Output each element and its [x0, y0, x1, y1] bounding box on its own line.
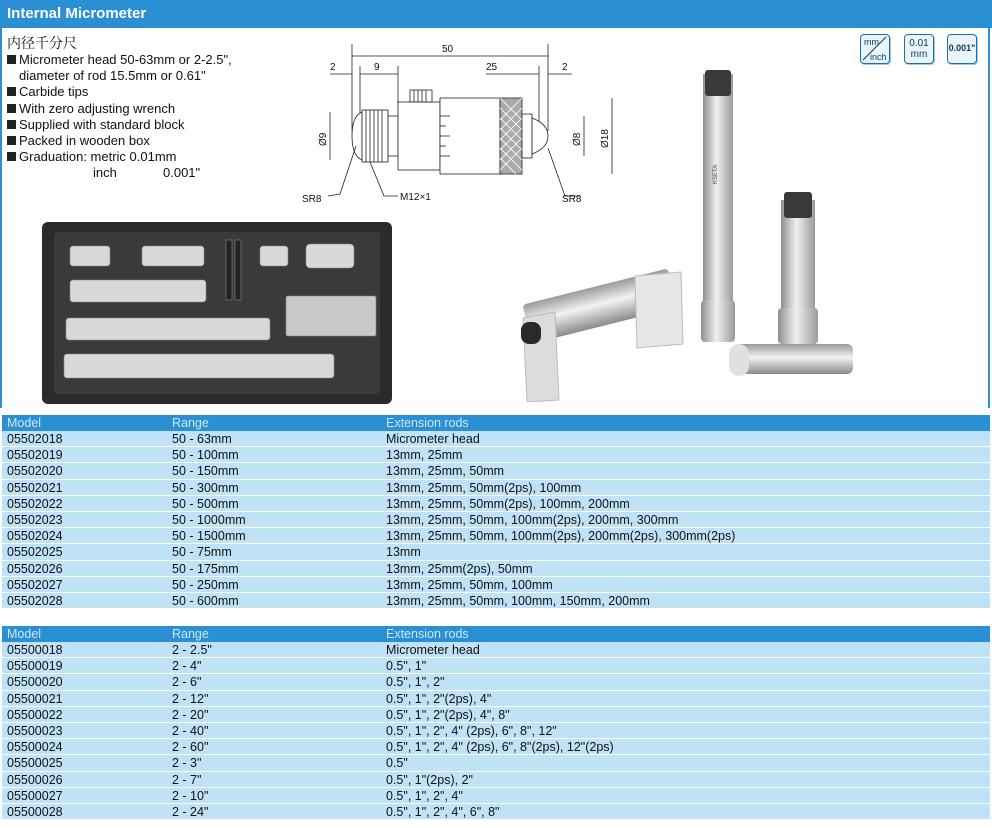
inch-table [2, 626, 990, 820]
table-header: Model Range Extension rods [2, 415, 990, 431]
table-row [2, 431, 990, 447]
range-cell: 2 - 2.5" [172, 643, 212, 657]
model-cell: 05500023 [7, 723, 63, 738]
range-cell: 2 - 10" [172, 788, 209, 803]
resolution-0001inch-icon: 0.001" [947, 34, 977, 64]
chinese-title: 内径千分尺 [7, 35, 77, 51]
extension-rods-cell: 0.5", 1", 2", 4" (2ps), 6", 8"(2ps), 12"(2ps) [386, 740, 614, 755]
extension-rods-cell: Micrometer head [386, 432, 480, 446]
range-cell: 2 - 3" [172, 756, 202, 771]
table-row [2, 723, 990, 739]
model-cell: 05502018 [7, 432, 63, 446]
range-cell: 50 - 1000mm [172, 512, 246, 527]
table-row [2, 707, 990, 723]
model-cell: 05500024 [7, 740, 63, 755]
model-cell: 05500026 [7, 772, 63, 787]
table-header: Model Range Extension rods [2, 626, 990, 642]
callout-left-sr: SR8 [302, 194, 322, 205]
table-row [2, 658, 990, 674]
dim-spindle-diameter: Ø8 [572, 132, 583, 146]
model-cell: 05500018 [7, 643, 63, 657]
model-cell: 05502021 [7, 480, 63, 495]
extension-rods-cell: 13mm, 25mm, 50mm, 100mm(2ps), 200mm(2ps), 300mm(2ps) [386, 529, 736, 544]
feature-item: Supplied with standard block [7, 117, 232, 133]
extension-rods-cell: 0.5", 1", 2", 4" [386, 788, 463, 803]
range-cell: 2 - 6" [172, 675, 202, 690]
table-row [2, 788, 990, 804]
range-cell: 50 - 63mm [172, 432, 232, 446]
bullet-icon [7, 55, 16, 64]
range-cell: 50 - 75mm [172, 545, 232, 560]
table-row [2, 480, 990, 496]
dim-total-label: 50 [442, 44, 454, 55]
bullet-icon [7, 152, 16, 161]
svg-text:mm: mm [864, 37, 879, 47]
extension-rods-cell: 13mm, 25mm, 50mm(2ps), 100mm [386, 480, 582, 495]
extension-rods-cell: 13mm, 25mm, 50mm, 100mm(2ps), 200mm, 300mm [386, 512, 679, 527]
table-row [2, 642, 990, 658]
table-row [2, 739, 990, 755]
table-row [2, 772, 990, 788]
table-row [2, 447, 990, 463]
extension-rods-cell: 0.5", 1", 2", 4" (2ps), 6", 8", 12" [386, 723, 557, 738]
feature-item: Micrometer head 50-63mm or 2-2.5", [7, 52, 232, 68]
extension-rods-cell: 13mm, 25mm, 50mm, 100mm, 150mm, 200mm [386, 593, 650, 608]
extension-rods-cell: 0.5", 1", 2"(2ps), 4", 8" [386, 707, 510, 722]
model-cell: 05502026 [7, 561, 63, 576]
range-cell: 2 - 4" [172, 659, 202, 674]
model-cell: 05502022 [7, 496, 63, 511]
table-row [2, 512, 990, 528]
feature-item: Carbide tips [7, 84, 232, 100]
model-cell: 05500021 [7, 691, 63, 706]
extension-rods-cell: 13mm, 25mm, 50mm, 100mm [386, 577, 553, 592]
extension-rods-cell: 0.5", 1"(2ps), 2" [386, 772, 473, 787]
range-cell: 2 - 20" [172, 707, 209, 722]
table-row [2, 593, 990, 609]
mm-inch-icon [860, 34, 890, 64]
bullet-icon [7, 136, 16, 145]
product-photo [505, 60, 855, 402]
range-cell: 50 - 1500mm [172, 529, 246, 544]
range-cell: 50 - 150mm [172, 464, 239, 479]
model-cell: 05500028 [7, 804, 63, 819]
extension-rods-cell: 0.5", 1", 2", 4", 6", 8" [386, 804, 500, 819]
model-cell: 05502023 [7, 512, 63, 527]
table-row [2, 544, 990, 560]
feature-item: With zero adjusting wrench [7, 101, 232, 117]
extension-rods-cell: 13mm, 25mm [386, 448, 463, 463]
extension-rods-cell: 0.5" [386, 756, 408, 771]
model-cell: 05502019 [7, 448, 63, 463]
table-row [2, 463, 990, 479]
range-cell: 2 - 60" [172, 740, 209, 755]
range-cell: 50 - 600mm [172, 593, 239, 608]
callout-right-sr: SR8 [562, 194, 582, 205]
svg-text:inch: inch [870, 52, 887, 62]
feature-item: inch 0.001" [93, 165, 201, 181]
model-cell: 05502020 [7, 464, 63, 479]
extension-rods-cell: 13mm [386, 545, 421, 560]
dim-left-gap-label: 2 [330, 62, 336, 73]
case-photo [42, 222, 392, 404]
extension-rods-cell: 13mm, 25mm, 50mm [386, 464, 505, 479]
model-cell: 05500020 [7, 675, 63, 690]
feature-item: Packed in wooden box [7, 133, 232, 149]
metric-table [2, 415, 990, 609]
model-cell: 05500022 [7, 707, 63, 722]
table-row [2, 755, 990, 771]
range-cell: 2 - 40" [172, 723, 209, 738]
table-row [2, 804, 990, 820]
range-cell: 2 - 7" [172, 772, 202, 787]
dim-head-label: 9 [374, 62, 380, 73]
extension-rods-cell: 13mm, 25mm, 50mm(2ps), 100mm, 200mm [386, 496, 630, 511]
extension-rods-cell: 0.5", 1" [386, 659, 427, 674]
table-row [2, 674, 990, 690]
model-cell: 05502025 [7, 545, 63, 560]
extension-rods-cell: Micrometer head [386, 643, 480, 657]
dim-barrel-label: 25 [486, 62, 498, 73]
bullet-icon [7, 120, 16, 129]
extension-rods-cell: 0.5", 1", 2"(2ps), 4" [386, 691, 492, 706]
range-cell: 50 - 300mm [172, 480, 239, 495]
model-cell: 05502028 [7, 593, 63, 608]
range-cell: 50 - 175mm [172, 561, 239, 576]
page-header [0, 0, 992, 28]
resolution-001mm-icon: 0.01 mm [904, 34, 934, 64]
extension-rods-cell: 13mm, 25mm(2ps), 50mm [386, 561, 533, 576]
range-cell: 50 - 500mm [172, 496, 239, 511]
table-row [2, 577, 990, 593]
model-cell: 05500027 [7, 788, 63, 803]
model-cell: 05502027 [7, 577, 63, 592]
model-cell: 05500025 [7, 756, 63, 771]
feature-item: Graduation: metric 0.01mm [7, 149, 232, 165]
model-cell: 05502024 [7, 529, 63, 544]
dim-right-gap-label: 2 [562, 62, 568, 73]
range-cell: 2 - 24" [172, 804, 209, 819]
feature-item: diameter of rod 15.5mm or 0.61" [19, 68, 206, 84]
range-cell: 50 - 100mm [172, 448, 239, 463]
model-cell: 05500019 [7, 659, 63, 674]
table-row [2, 496, 990, 512]
feature-list [7, 52, 232, 182]
extension-rods-cell: 0.5", 1", 2" [386, 675, 445, 690]
page-title: Internal Micrometer [7, 5, 147, 22]
dim-thimble-diameter: Ø18 [600, 129, 611, 148]
table-row [2, 561, 990, 577]
bullet-icon [7, 104, 16, 113]
range-cell: 2 - 12" [172, 691, 209, 706]
range-cell: 50 - 250mm [172, 577, 239, 592]
brand-mark: KSETA [713, 164, 719, 184]
bullet-icon [7, 87, 16, 96]
table-row [2, 691, 990, 707]
callout-thread: M12×1 [400, 192, 431, 203]
table-row [2, 528, 990, 544]
dim-tip-diameter: Ø9 [318, 132, 329, 146]
